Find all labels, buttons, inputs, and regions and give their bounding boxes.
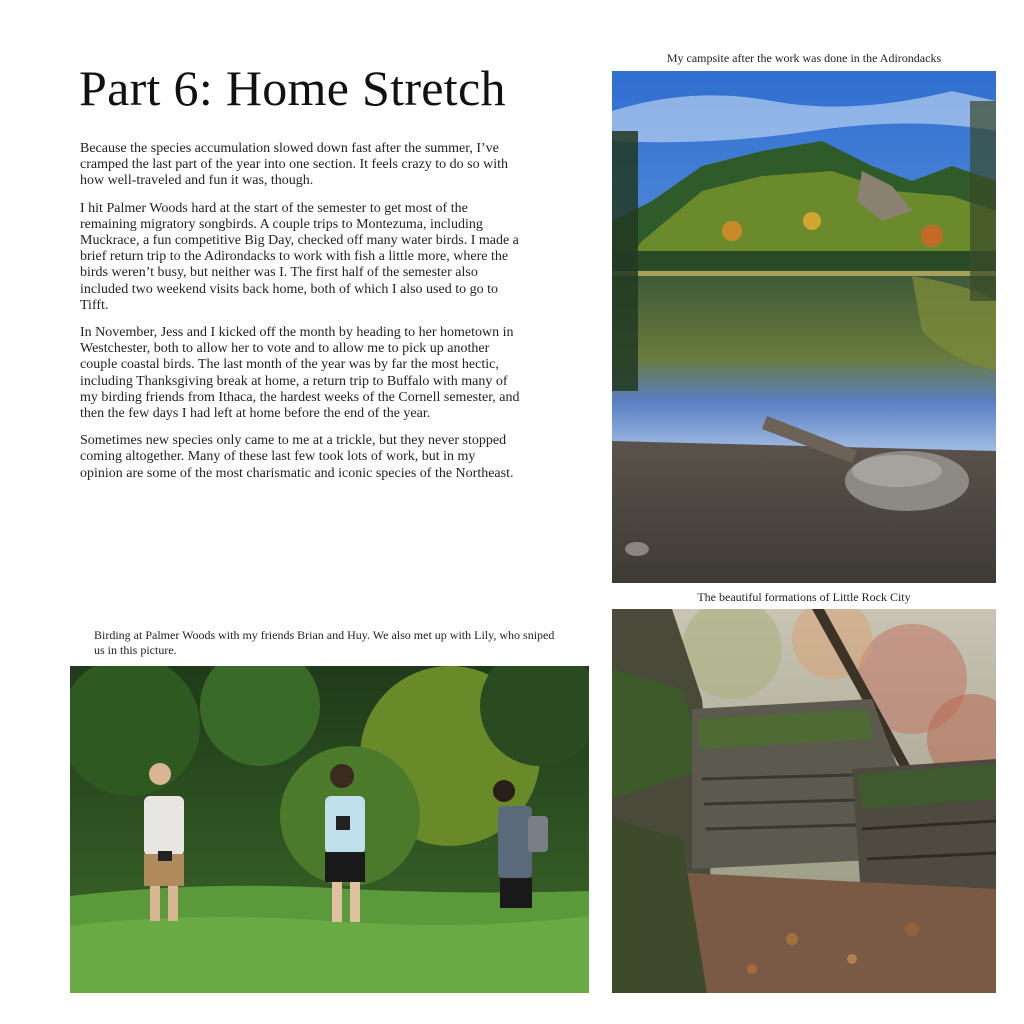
campsite-photo	[612, 71, 996, 583]
birding-photo	[70, 666, 589, 993]
paragraph: Sometimes new species only came to me at a trickle, but they never stopped coming altogether. Many of these last few took lots of work, but in my opinion are some of the most charismatic and iconic species of the Northeast.	[80, 433, 514, 481]
page-title: Part 6: Home Stretch	[79, 60, 506, 116]
rock-city-photo	[612, 609, 996, 993]
paragraph: Because the species accumulation slowed down fast after the summer, I’ve cramped the last part of the year into one section. It feels crazy to do so with how well-traveled and fun it was, though.	[80, 141, 509, 189]
paragraph: In November, Jess and I kicked off the month by heading to her hometown in Westchester, both to allow her to vote and to allow me to pick up another couple coastal birds. The last month of the year was by far the most hectic, including Thanksgiving break at home, a return trip to Buffalo with many of my birding friends from Ithaca, the hardest weeks of the Cornell semester, and then the few days I had left at home before the end of the year.	[80, 325, 520, 422]
rock-city-caption: The beautiful formations of Little Rock City	[697, 590, 911, 604]
paragraph: I hit Palmer Woods hard at the start of the semester to get most of the remaining migratory songbirds. A couple trips to Montezuma, including Muckrace, a fun competitive Big Day, checked off many water birds. I made a brief return trip to the Adirondacks to work with fish a little more, where the birds weren’t busy, but neither was I. The first half of the semester also included two weekend visits back home, both of which I also used to go to Tifft.	[80, 200, 519, 313]
birding-caption: Birding at Palmer Woods with my friends Brian and Huy. We also met up with Lily, who sniped us in this picture.	[94, 628, 555, 657]
campsite-caption: My campsite after the work was done in the Adirondacks	[666, 51, 942, 65]
body-text	[80, 141, 520, 493]
